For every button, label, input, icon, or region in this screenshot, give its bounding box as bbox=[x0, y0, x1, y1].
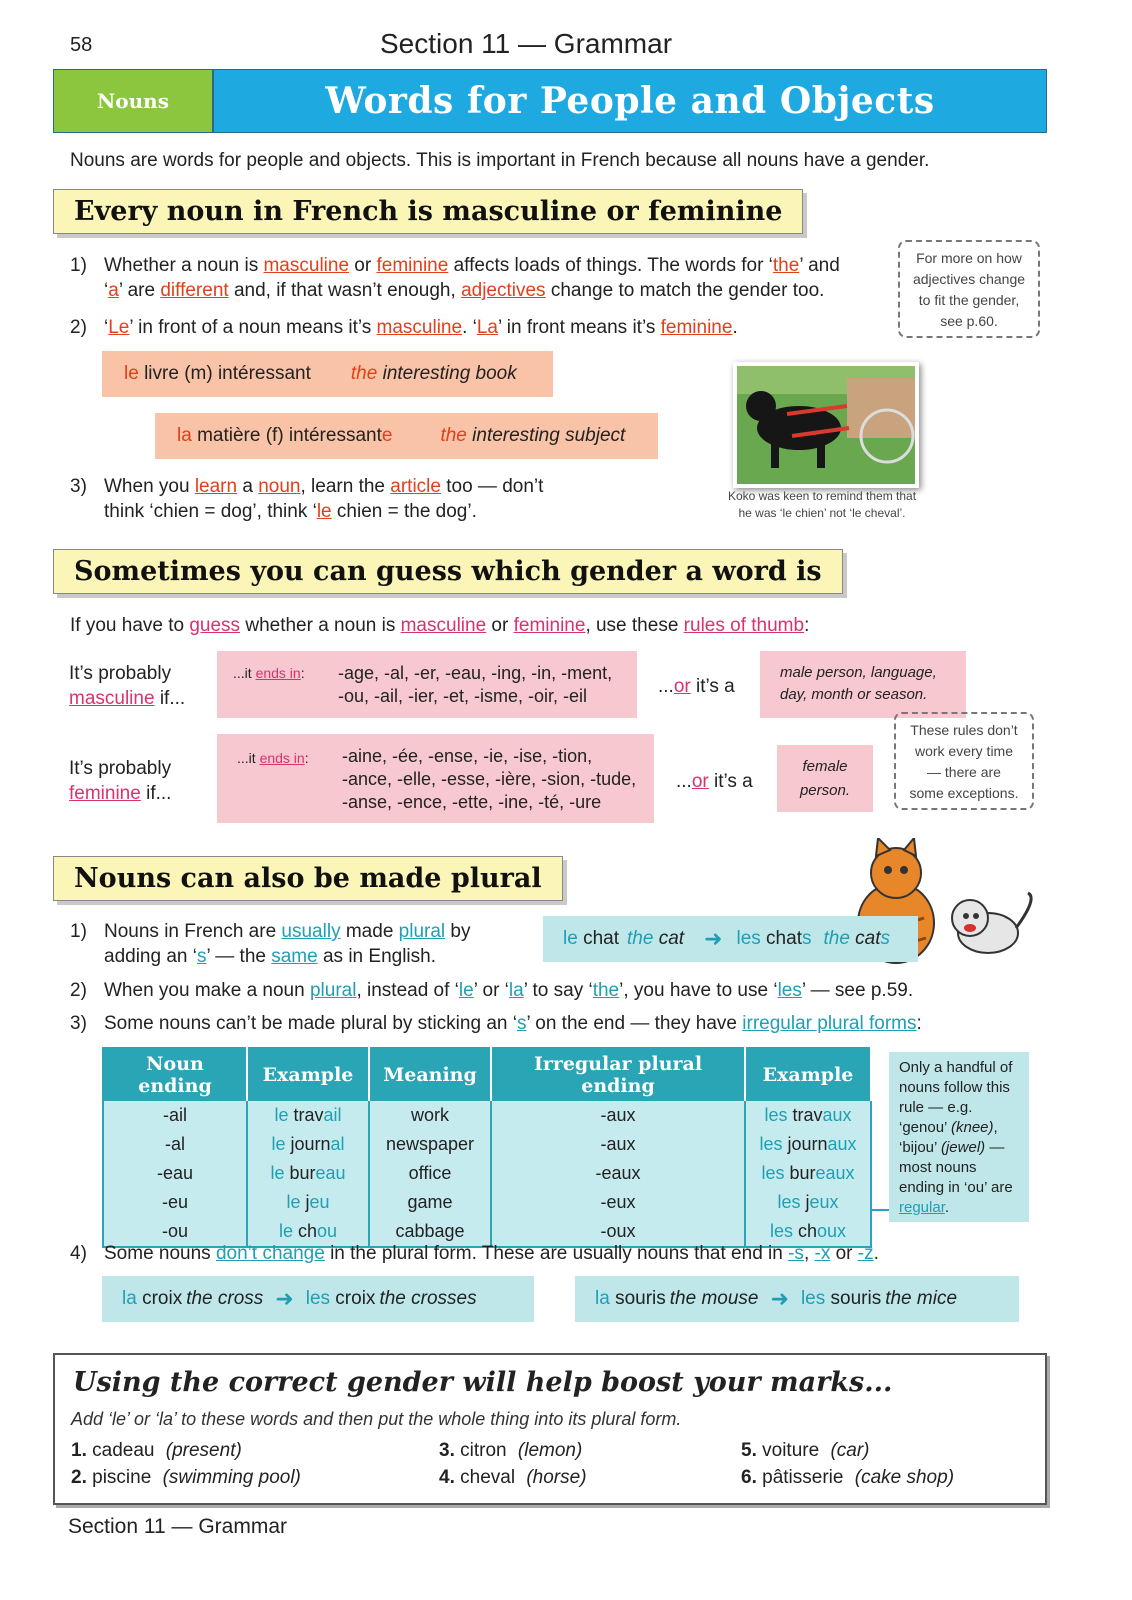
banner-tag: Nouns bbox=[54, 70, 214, 132]
fem-endings-box: ...it ends in: -aine, -ée, -ense, -ie, -ise, -tion, -ance, -elle, -esse, -ière, -sion, -tude, -anse, -ence, -ette, -ine, -té, -ure bbox=[217, 734, 654, 823]
cell-plural-example: les jeux bbox=[745, 1188, 871, 1217]
example-le-livre: le livre (m) intéressant the interesting book bbox=[102, 351, 553, 397]
footer-section: Section 11 — Grammar bbox=[68, 1515, 288, 1538]
cell-example: le travail bbox=[247, 1101, 369, 1130]
page-title: Words for People and Objects bbox=[214, 70, 1046, 132]
irregular-plural-table bbox=[102, 1047, 872, 1248]
practice-col-1 bbox=[71, 1437, 301, 1491]
practice-item: 1. cadeau (present) bbox=[71, 1440, 242, 1461]
photo-caption: Koko was keen to remind them that he was ‘le chien’ not ‘le cheval’. bbox=[727, 489, 917, 520]
col-header: Example bbox=[247, 1048, 369, 1101]
practice-box bbox=[53, 1353, 1047, 1505]
cell-irregular: -eaux bbox=[491, 1159, 745, 1188]
fem-or: ...or it’s a bbox=[676, 771, 753, 792]
side-note-exceptions: These rules don’t work every time — there are some exceptions. bbox=[894, 712, 1034, 810]
dog-cart-image bbox=[737, 366, 915, 484]
example-la-matiere: la matière (f) intéressante the interesting subject bbox=[155, 413, 658, 459]
guess-intro: If you have to guess whether a noun is masculine or feminine, use these rules of thumb: bbox=[70, 615, 810, 636]
list-item: 4) Some nouns don’t change in the plural form. These are usually nouns that end in -s, -x or -z. bbox=[70, 1243, 879, 1264]
practice-item: 6. pâtisserie (cake shop) bbox=[741, 1467, 955, 1488]
cell-ending: -al bbox=[103, 1130, 247, 1159]
list-item: 1) Nouns in French are usually made plural by adding an ‘s’ — the same as in English. bbox=[70, 921, 471, 967]
fem-label: It’s probably feminine if... bbox=[69, 758, 172, 804]
intro-text: Nouns are words for people and objects. This is important in French because all nouns have a gender. bbox=[70, 150, 930, 171]
practice-col-2 bbox=[439, 1437, 587, 1491]
section-title: Section 11 — Grammar bbox=[380, 28, 673, 59]
cell-plural-example: les journaux bbox=[745, 1130, 871, 1159]
grey-cat-icon bbox=[952, 893, 1031, 953]
cell-ending: -ou bbox=[103, 1217, 247, 1247]
arrow-right-icon: ➜ bbox=[704, 926, 723, 951]
cell-plural-example: les choux bbox=[745, 1217, 871, 1247]
arrow-right-icon: ➜ bbox=[275, 1286, 294, 1311]
cell-irregular: -oux bbox=[491, 1217, 745, 1247]
table-row bbox=[103, 1101, 871, 1130]
heading-guess-gender: Sometimes you can guess which gender a word is bbox=[53, 549, 843, 594]
col-header: Example bbox=[745, 1048, 871, 1101]
cell-irregular: -eux bbox=[491, 1188, 745, 1217]
cell-irregular: -aux bbox=[491, 1130, 745, 1159]
col-header: Noun ending bbox=[103, 1048, 247, 1101]
practice-col-3 bbox=[741, 1437, 954, 1491]
cat-plural-example: le chat the cat ➜ les chats the cats bbox=[543, 916, 918, 962]
cell-plural-example: les bureaux bbox=[745, 1159, 871, 1188]
heading-masculine-feminine: Every noun in French is masculine or feminine bbox=[53, 189, 803, 234]
cell-ending: -eau bbox=[103, 1159, 247, 1188]
list-item: 3) Some nouns can’t be made plural by sticking an ‘s’ on the end — they have irregular plural forms: bbox=[70, 1013, 922, 1034]
dog-photo bbox=[733, 362, 919, 488]
heading-plural: Nouns can also be made plural bbox=[53, 856, 563, 901]
practice-item: 2. piscine (swimming pool) bbox=[71, 1467, 301, 1488]
table-row bbox=[103, 1188, 871, 1217]
col-header: Meaning bbox=[369, 1048, 491, 1101]
cell-example: le bureau bbox=[247, 1159, 369, 1188]
list-item: 2) When you make a noun plural, instead of ‘le’ or ‘la’ to say ‘the’, you have to use ‘les’ — see p.59. bbox=[70, 980, 914, 1001]
list-item: 1) Whether a noun is masculine or feminine affects loads of things. The words for ‘the’ and ‘a’ are different and, if that wasn’t enough, adjectives change to match the gender too. bbox=[70, 255, 840, 301]
side-note-adjectives: For more on how adjectives change to fit the gender, see p.60. bbox=[898, 240, 1040, 338]
practice-item: 5. voiture (car) bbox=[741, 1440, 870, 1461]
cell-meaning: cabbage bbox=[369, 1217, 491, 1247]
practice-title: Using the correct gender will help boost your marks... bbox=[73, 1367, 893, 1398]
arrow-right-icon: ➜ bbox=[770, 1286, 789, 1311]
title-banner bbox=[53, 69, 1047, 133]
practice-item: 3. citron (lemon) bbox=[439, 1440, 583, 1461]
table-row bbox=[103, 1130, 871, 1159]
cell-example: le jeu bbox=[247, 1188, 369, 1217]
side-note-regular: Only a handful of nouns follow this rule — e.g. ‘genou’ (knee), ‘bijou’ (jewel) — most nouns ending in ‘ou’ are regular. bbox=[889, 1052, 1029, 1222]
cell-meaning: office bbox=[369, 1159, 491, 1188]
masc-endings-box: ...it ends in: -age, -al, -er, -eau, -ing, -in, -ment, -ou, -ail, -ier, -et, -isme, -oir, -eil bbox=[217, 651, 637, 718]
cell-example: le chou bbox=[247, 1217, 369, 1247]
masc-label: It’s probably masculine if... bbox=[69, 663, 186, 709]
cell-example: le journal bbox=[247, 1130, 369, 1159]
cell-plural-example: les travaux bbox=[745, 1101, 871, 1130]
cell-meaning: newspaper bbox=[369, 1130, 491, 1159]
cell-meaning: game bbox=[369, 1188, 491, 1217]
cell-ending: -ail bbox=[103, 1101, 247, 1130]
cell-irregular: -aux bbox=[491, 1101, 745, 1130]
cell-meaning: work bbox=[369, 1101, 491, 1130]
col-header: Irregular plural ending bbox=[491, 1048, 745, 1101]
practice-item: 4. cheval (horse) bbox=[439, 1467, 587, 1488]
list-item: 3) When you learn a noun, learn the article too — don’t think ‘chien = dog’, think ‘le chien = the dog’. bbox=[70, 476, 544, 522]
cell-ending: -eu bbox=[103, 1188, 247, 1217]
list-item: 2) ‘Le’ in front of a noun means it’s masculine. ‘La’ in front means it’s feminine. bbox=[70, 317, 738, 338]
practice-instruction: Add ‘le’ or ‘la’ to these words and then put the whole thing into its plural form. bbox=[71, 1409, 682, 1429]
fem-examples-box: female person. bbox=[777, 745, 873, 812]
masc-or: ...or it’s a bbox=[658, 676, 735, 697]
masc-examples-box: male person, language, day, month or season. bbox=[760, 651, 966, 718]
croix-example: la croix the cross ➜ les croix the crosses bbox=[102, 1276, 534, 1322]
souris-example: la souris the mouse ➜ les souris the mice bbox=[575, 1276, 1019, 1322]
table-row bbox=[103, 1159, 871, 1188]
page-number: 58 bbox=[70, 34, 93, 56]
